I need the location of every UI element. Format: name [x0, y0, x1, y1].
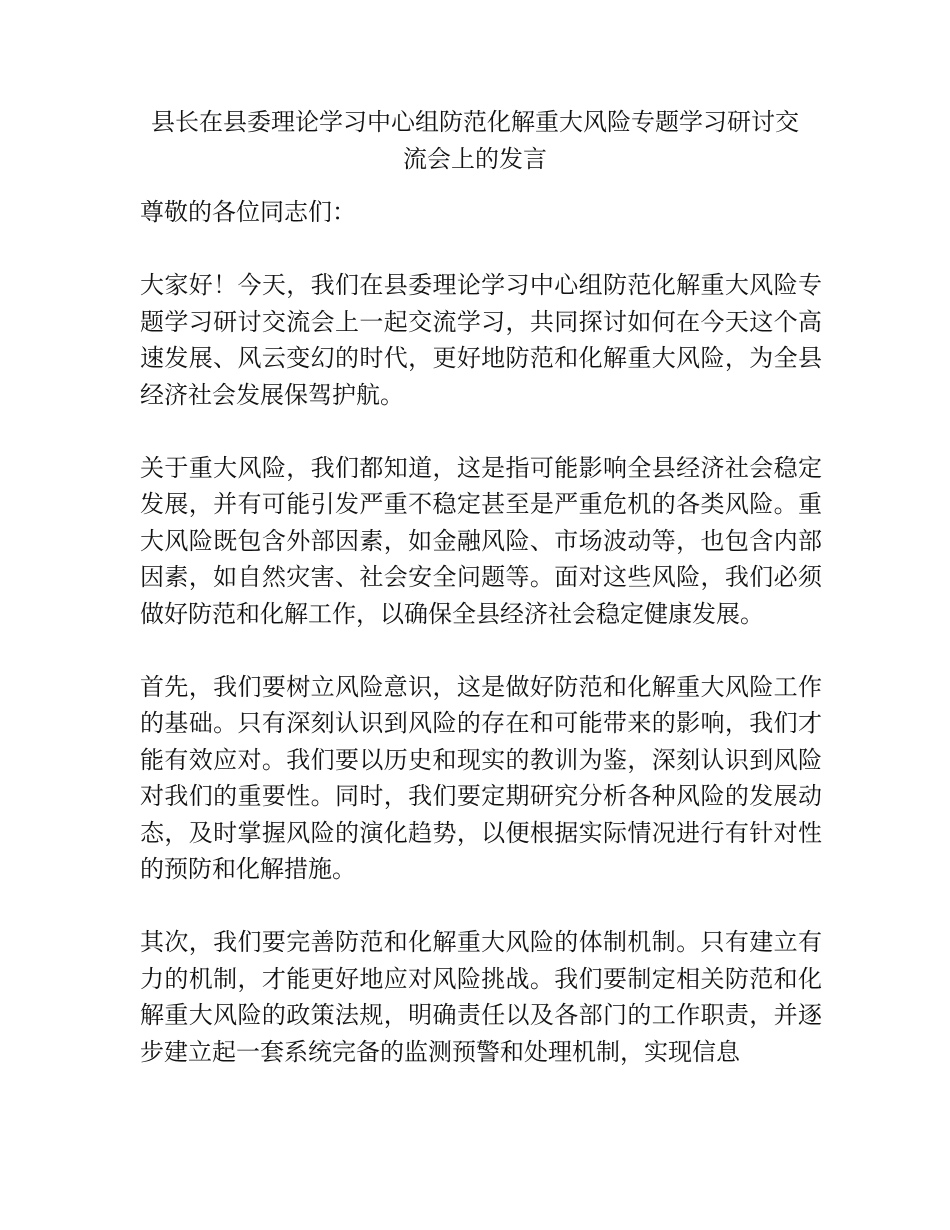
document-title: 县长在县委理论学习中心组防范化解重大风险专题学习研讨交流会上的发言: [151, 108, 799, 173]
paragraph-risk-awareness: 首先，我们要树立风险意识，这是做好防范和化解重大风险工作的基础。只有深刻认识到风险的存在和可能带来的影响，我们才能有效应对。我们要以历史和现实的教训为鉴，深刻认识到风险对我们的重要性。同时，我们要定期研究分析各种风险的发展动态，及时掌握风险的演化趋势，以便根据实际情况进行有针对性的预防和化解措施。: [140, 672, 822, 883]
paragraph-mechanisms: 其次，我们要完善防范和化解重大风险的体制机制。只有建立有力的机制，才能更好地应对风险挑战。我们要制定相关防范和化解重大风险的政策法规，明确责任以及各部门的工作职责，并逐步建立起一套系统完备的监测预警和处理机制，实现信息: [140, 928, 822, 1066]
document-body: [140, 194, 822, 1107]
paragraph-greeting: 大家好！今天，我们在县委理论学习中心组防范化解重大风险专题学习研讨交流会上一起交流学习，共同探讨如何在今天这个高速发展、风云变幻的时代，更好地防范和化解重大风险，为全县经济社会发展保驾护航。: [140, 271, 822, 409]
salutation: 尊敬的各位同志们：: [140, 198, 356, 226]
paragraph-major-risks: 关于重大风险，我们都知道，这是指可能影响全县经济社会稳定发展，并有可能引发严重不稳定甚至是严重危机的各类风险。重大风险既包含外部因素，如金融风险、市场波动等，也包含内部因素，如自然灾害、社会安全问题等。面对这些风险，我们必须做好防范和化解工作，以确保全县经济社会稳定健康发展。: [140, 453, 822, 628]
